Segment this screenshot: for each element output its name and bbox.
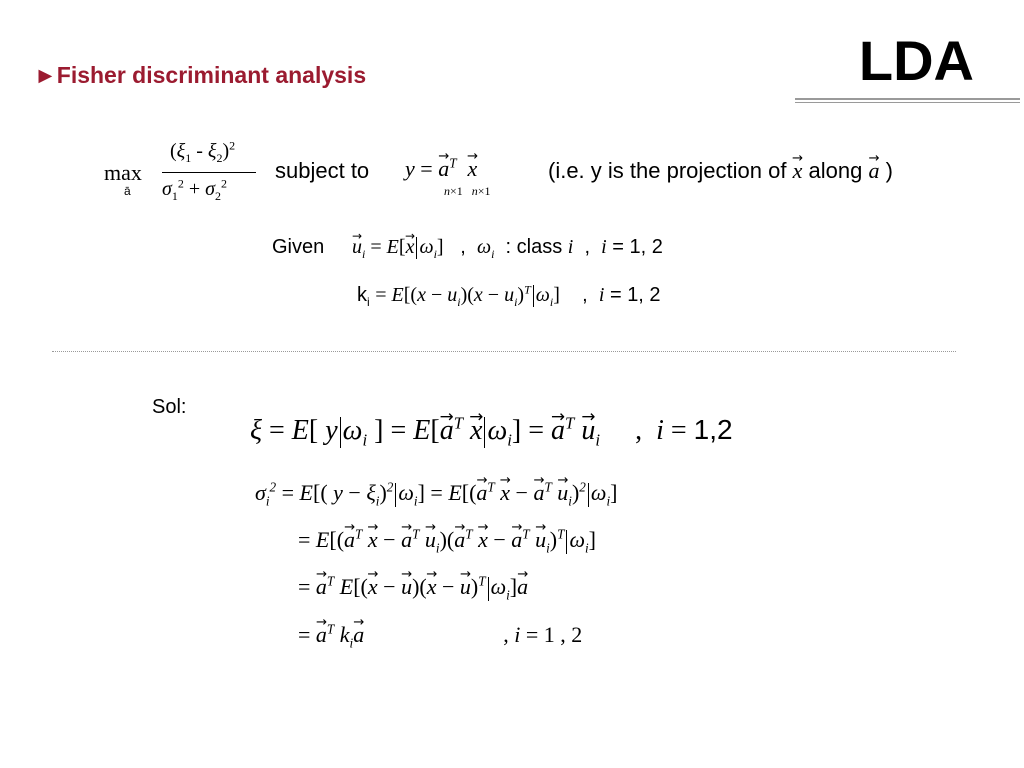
xi-equation: ξ = E[ y $\omega_i$ ] = $E[\to a^T \to x$ $\omega_i$] = → $a^T \to u_i$ , i = 1,2 — [250, 414, 733, 448]
title-underline — [795, 98, 1020, 100]
solution-label: Sol: — [152, 396, 187, 418]
given-label: Given — [272, 236, 325, 258]
fraction-bar — [162, 172, 256, 173]
projection-equation: y = → $a^T \to x$ — [405, 156, 477, 182]
a-vector: → a — [868, 158, 879, 184]
projection-dimensions: n×1 n×1 — [444, 184, 491, 198]
subject-to-text: subject to — [275, 158, 370, 183]
section-title-text: Fisher discriminant analysis — [56, 62, 367, 88]
slide-title: LDA — [858, 29, 974, 92]
fraction-denominator: $\sigma_1^2 + \sigma_2^2$ — [162, 176, 228, 203]
section-title — [34, 62, 366, 89]
x-vector: → x — [793, 158, 803, 184]
fisher-ratio — [162, 140, 256, 206]
variance-equation-line-1: $\sigma_i^2 = E$[( $y - \xi_i)^2$ $\omega_i] = E[(\to a^T \to x$ − → $a^T \to u_i)^2$ $\omega_i$] — [255, 480, 617, 507]
given-scatter-definition: $k_i = E[(x - u_i)(x - u_i)^T$ $\omega_i$] , i = 1, 2 — [357, 282, 661, 309]
variance-equation-line-2: = $E[(\to a^T \to x$ − → $a^T \to u_i)(\to a^T \to x$ − → $a^T \to u_i)^T$ $\omega_i$] — [298, 527, 596, 554]
bullet-icon: ► — [34, 62, 57, 88]
given-range: 1, 2 — [629, 236, 663, 258]
variance-range: 1 , 2 — [543, 622, 583, 647]
max-subscript: ā — [124, 184, 131, 198]
section-divider — [52, 351, 956, 352]
k-range: 1, 2 — [627, 284, 661, 306]
projection-note: (i.e. y is the projection of → x along → a ) — [548, 158, 893, 184]
variance-equation-line-4: = → $a^T$ $k_i\to a$ , i = 1 , 2 — [298, 622, 582, 648]
xi-range: 1,2 — [693, 414, 733, 445]
variance-equation-line-3: = → $a^T$ E[(→ x − → u)(→ x − → u)$^T$ $\omega_i]\to a$ — [298, 574, 528, 601]
k-label: k — [357, 284, 367, 306]
max-operator: max — [104, 160, 142, 185]
class-text: class — [516, 236, 563, 258]
given-mean-definition: Given → $u_i = E[\to x$ $\omega_i$] , $\omega_i$ : class i , i = 1, 2 — [272, 236, 663, 259]
title-underline-thin — [795, 102, 1020, 103]
fraction-numerator: $(\xi_1 - \xi_2)^2$ — [170, 138, 236, 165]
